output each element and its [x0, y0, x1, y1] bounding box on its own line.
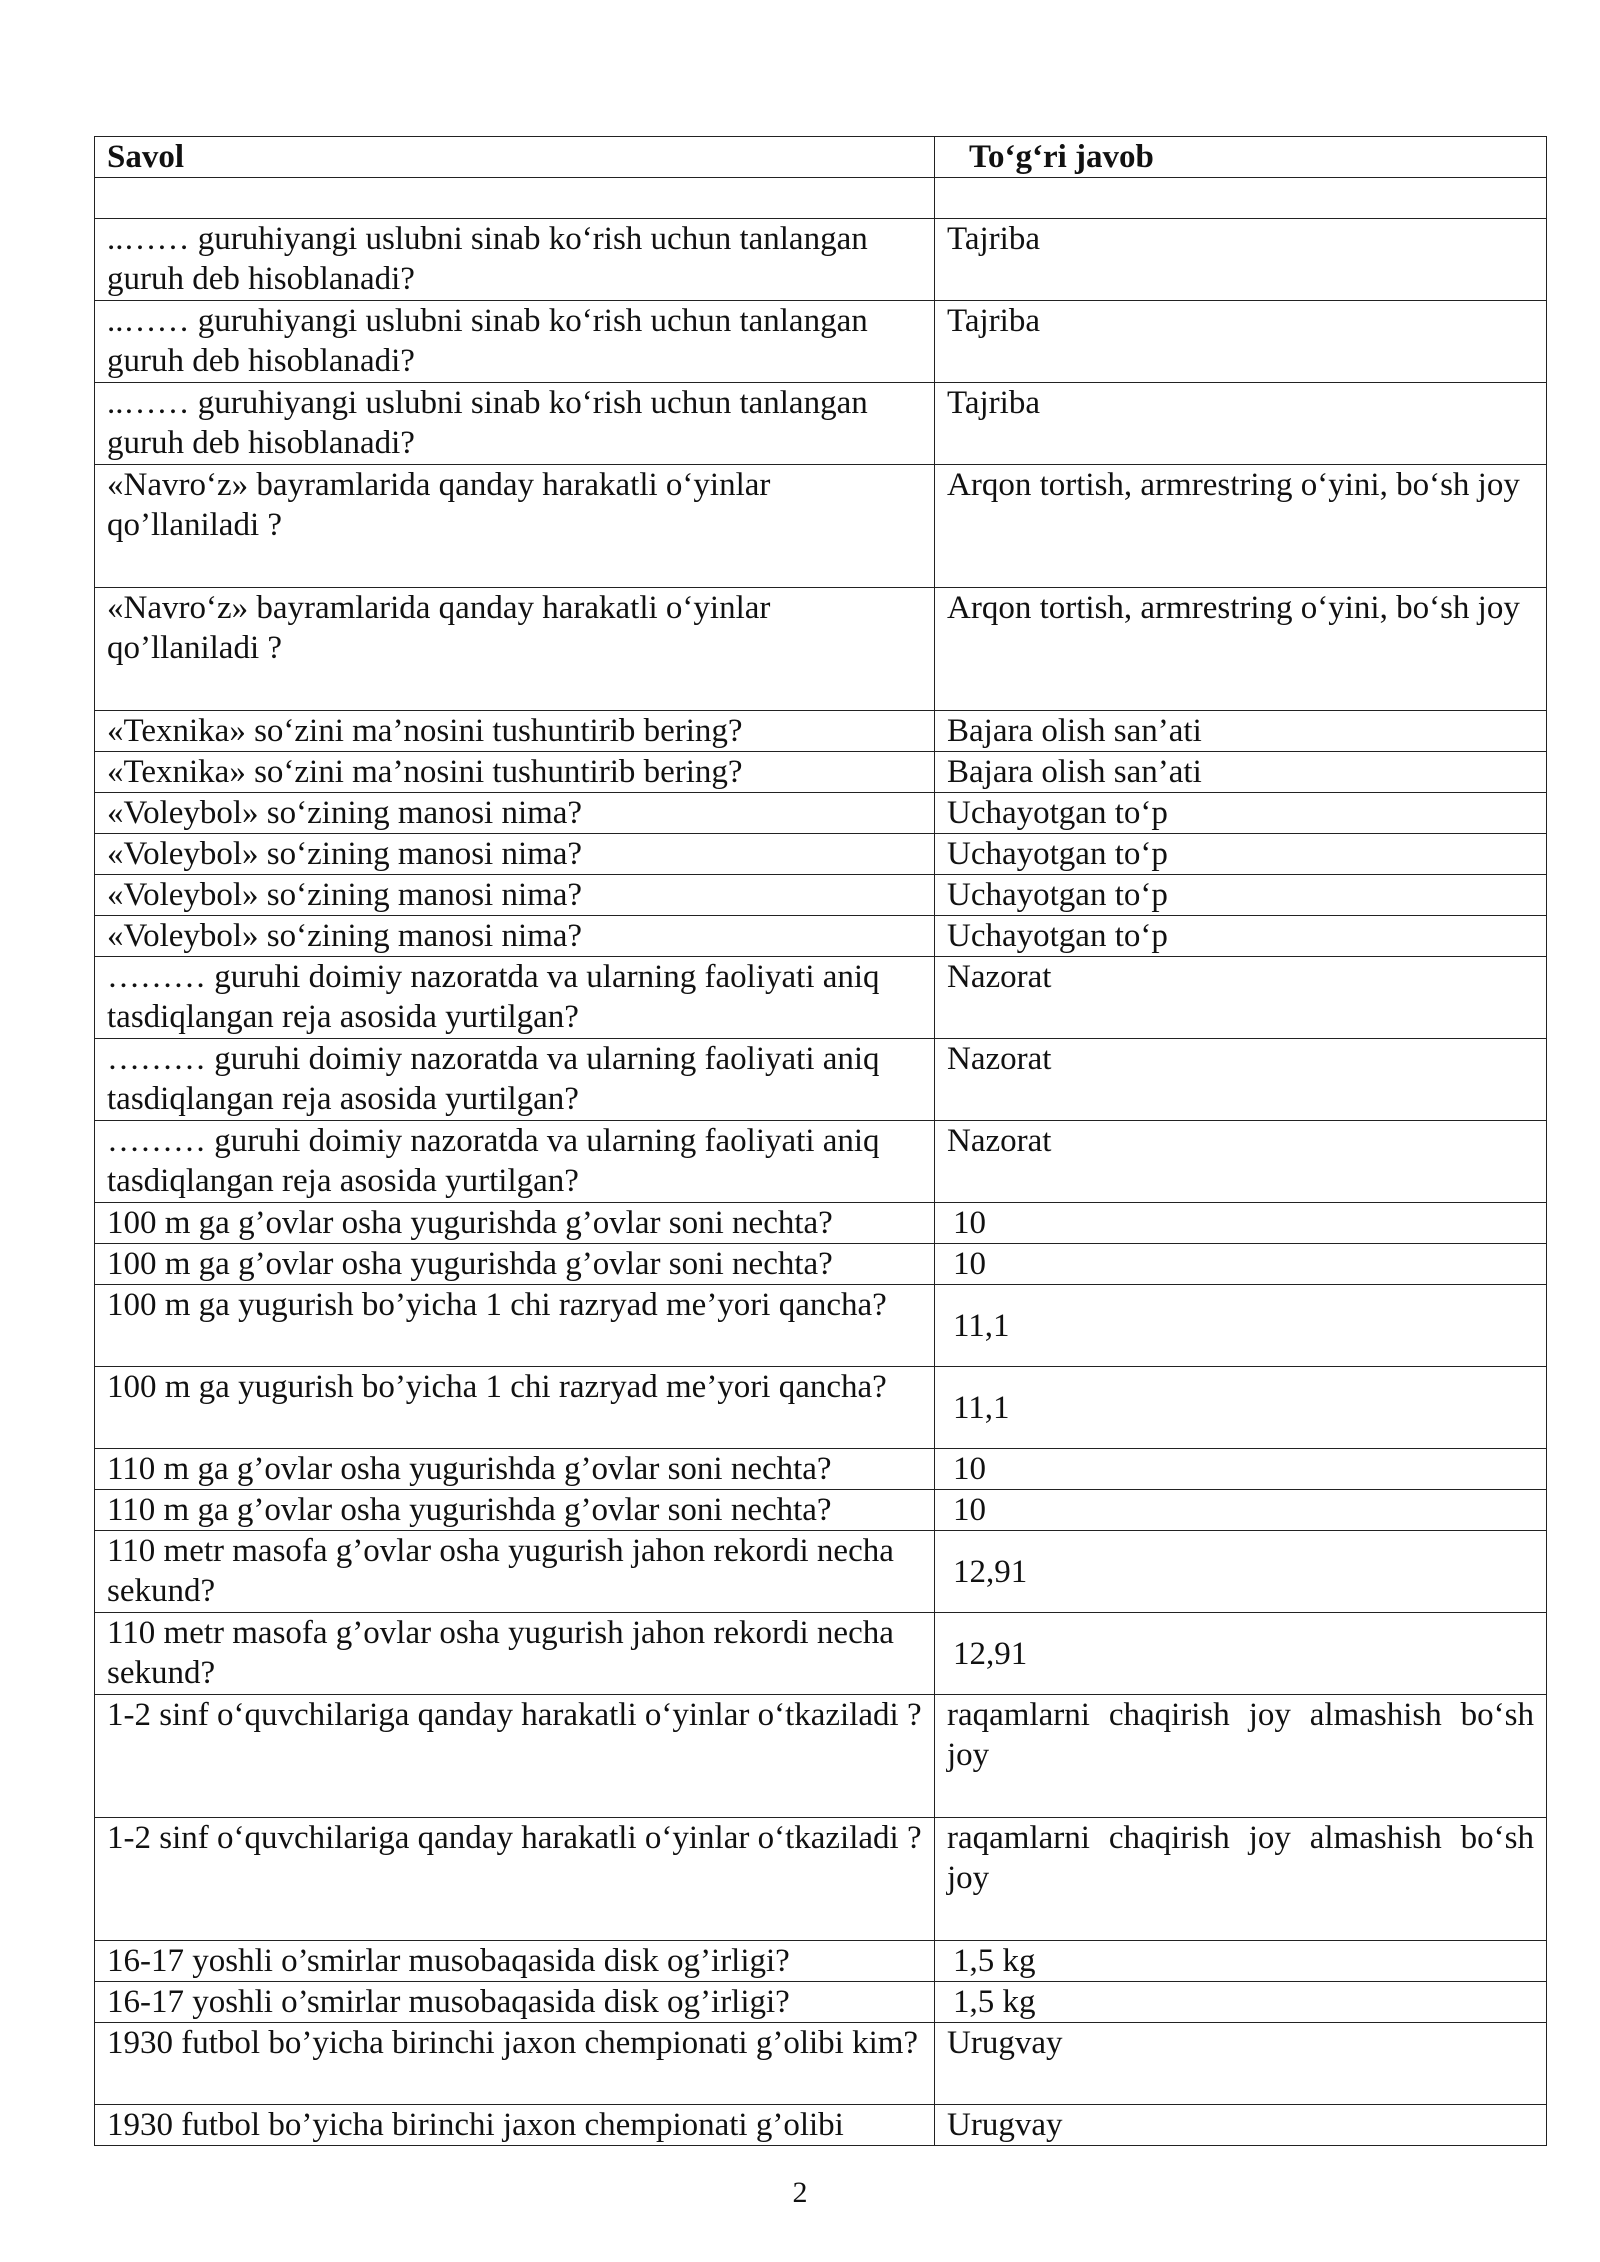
table-row	[95, 1531, 1547, 1613]
answer-cell: 12,91	[935, 1531, 1547, 1613]
table-row	[95, 1039, 1547, 1121]
question-cell: 100 m ga yugurish bo’yicha 1 chi razryad me’yori qancha?	[95, 1367, 935, 1449]
question-cell: «Voleybol» so‘zining manosi nima?	[95, 834, 935, 875]
answer-cell: Nazorat	[935, 1039, 1547, 1121]
answer-cell: Uchayotgan to‘p	[935, 916, 1547, 957]
table-row	[95, 916, 1547, 957]
question-cell: ……… guruhi doimiy nazoratda va ularning faoliyati aniq tasdiqlangan reja asosida yurtilgan?	[95, 1121, 935, 1203]
answer-cell: 10	[935, 1244, 1547, 1285]
table-row	[95, 711, 1547, 752]
question-cell: «Navro‘z» bayramlarida qanday harakatli o‘yinlar qo’llaniladi ?	[95, 588, 935, 711]
question-cell: 1-2 sinf o‘quvchilariga qanday harakatli o‘yinlar o‘tkaziladi ?	[95, 1818, 935, 1941]
question-cell: 1930 futbol bo’yicha birinchi jaxon chempionati g’olibi	[95, 2105, 935, 2146]
table-row	[95, 2105, 1547, 2146]
question-cell: 100 m ga g’ovlar osha yugurishda g’ovlar soni nechta?	[95, 1203, 935, 1244]
question-cell: ……… guruhi doimiy nazoratda va ularning faoliyati aniq tasdiqlangan reja asosida yurtilgan?	[95, 1039, 935, 1121]
answer-cell: Tajriba	[935, 383, 1547, 465]
answer-cell: 10	[935, 1490, 1547, 1531]
table-row	[95, 301, 1547, 383]
question-cell: 110 m ga g’ovlar osha yugurishda g’ovlar soni nechta?	[95, 1449, 935, 1490]
table-row	[95, 1244, 1547, 1285]
question-cell: 1-2 sinf o‘quvchilariga qanday harakatli o‘yinlar o‘tkaziladi ?	[95, 1695, 935, 1818]
table-row	[95, 383, 1547, 465]
table-row	[95, 875, 1547, 916]
questions-table	[94, 136, 1547, 2146]
question-cell: 100 m ga g’ovlar osha yugurishda g’ovlar soni nechta?	[95, 1244, 935, 1285]
answer-cell: Nazorat	[935, 957, 1547, 1039]
table-row	[95, 834, 1547, 875]
answer-cell: Arqon tortish, armrestring o‘yini, bo‘sh joy	[935, 465, 1547, 588]
answer-cell: 12,91	[935, 1613, 1547, 1695]
answer-cell: Urugvay	[935, 2023, 1547, 2105]
table-row	[95, 465, 1547, 588]
answer-cell: Urugvay	[935, 2105, 1547, 2146]
question-cell: 110 metr masofa g’ovlar osha yugurish jahon rekordi necha sekund?	[95, 1531, 935, 1613]
answer-cell: 10	[935, 1203, 1547, 1244]
answer-cell: 1,5 kg	[935, 1941, 1547, 1982]
question-column-header: Savol	[95, 137, 935, 178]
answer-cell: 11,1	[935, 1285, 1547, 1367]
answer-cell: Bajara olish san’ati	[935, 711, 1547, 752]
answer-cell: Uchayotgan to‘p	[935, 834, 1547, 875]
table-row	[95, 1121, 1547, 1203]
table-row	[95, 1285, 1547, 1367]
answer-cell: Nazorat	[935, 1121, 1547, 1203]
table-row	[95, 1941, 1547, 1982]
answer-column-header: To‘g‘ri javob	[935, 137, 1547, 178]
table-row	[95, 1490, 1547, 1531]
answer-cell: Bajara olish san’ati	[935, 752, 1547, 793]
answer-cell: Tajriba	[935, 301, 1547, 383]
table-row	[95, 178, 1547, 219]
answer-cell: Arqon tortish, armrestring o‘yini, bo‘sh joy	[935, 588, 1547, 711]
question-cell: 16-17 yoshli o’smirlar musobaqasida disk og’irligi?	[95, 1941, 935, 1982]
table-row	[95, 752, 1547, 793]
question-cell	[95, 178, 935, 219]
answer-cell: raqamlarni chaqirish joy almashish bo‘sh joy	[935, 1818, 1547, 1941]
answer-cell: Uchayotgan to‘p	[935, 793, 1547, 834]
answer-cell: 11,1	[935, 1367, 1547, 1449]
table-row	[95, 1367, 1547, 1449]
question-cell: ……… guruhi doimiy nazoratda va ularning faoliyati aniq tasdiqlangan reja asosida yurtilgan?	[95, 957, 935, 1039]
answer-cell: 10	[935, 1449, 1547, 1490]
table-row	[95, 1982, 1547, 2023]
table-row	[95, 793, 1547, 834]
table-row	[95, 1449, 1547, 1490]
table-row	[95, 1203, 1547, 1244]
question-cell: 1930 futbol bo’yicha birinchi jaxon chempionati g’olibi kim?	[95, 2023, 935, 2105]
table-row	[95, 2023, 1547, 2105]
answer-cell: Tajriba	[935, 219, 1547, 301]
question-cell: ..…… guruhiyangi uslubni sinab ko‘rish uchun tanlangan guruh deb hisoblanadi?	[95, 219, 935, 301]
question-cell: ..…… guruhiyangi uslubni sinab ko‘rish uchun tanlangan guruh deb hisoblanadi?	[95, 301, 935, 383]
header-row	[95, 137, 1547, 178]
answer-cell: Uchayotgan to‘p	[935, 875, 1547, 916]
question-cell: «Voleybol» so‘zining manosi nima?	[95, 916, 935, 957]
table-row	[95, 1818, 1547, 1941]
question-cell: «Texnika» so‘zini ma’nosini tushuntirib bering?	[95, 752, 935, 793]
question-cell: «Voleybol» so‘zining manosi nima?	[95, 793, 935, 834]
table-row	[95, 588, 1547, 711]
answer-cell	[935, 178, 1547, 219]
question-cell: 110 metr masofa g’ovlar osha yugurish jahon rekordi necha sekund?	[95, 1613, 935, 1695]
question-cell: «Texnika» so‘zini ma’nosini tushuntirib bering?	[95, 711, 935, 752]
answer-cell: 1,5 kg	[935, 1982, 1547, 2023]
table-row	[95, 219, 1547, 301]
answer-cell: raqamlarni chaqirish joy almashish bo‘sh joy	[935, 1695, 1547, 1818]
question-cell: 16-17 yoshli o’smirlar musobaqasida disk og’irligi?	[95, 1982, 935, 2023]
page-number: 2	[792, 2176, 808, 2209]
question-cell: «Navro‘z» bayramlarida qanday harakatli o‘yinlar qo’llaniladi ?	[95, 465, 935, 588]
table-row	[95, 1613, 1547, 1695]
question-cell: ..…… guruhiyangi uslubni sinab ko‘rish uchun tanlangan guruh deb hisoblanadi?	[95, 383, 935, 465]
table-row	[95, 957, 1547, 1039]
question-cell: 100 m ga yugurish bo’yicha 1 chi razryad me’yori qancha?	[95, 1285, 935, 1367]
question-cell: «Voleybol» so‘zining manosi nima?	[95, 875, 935, 916]
question-cell: 110 m ga g’ovlar osha yugurishda g’ovlar soni nechta?	[95, 1490, 935, 1531]
table-row	[95, 1695, 1547, 1818]
